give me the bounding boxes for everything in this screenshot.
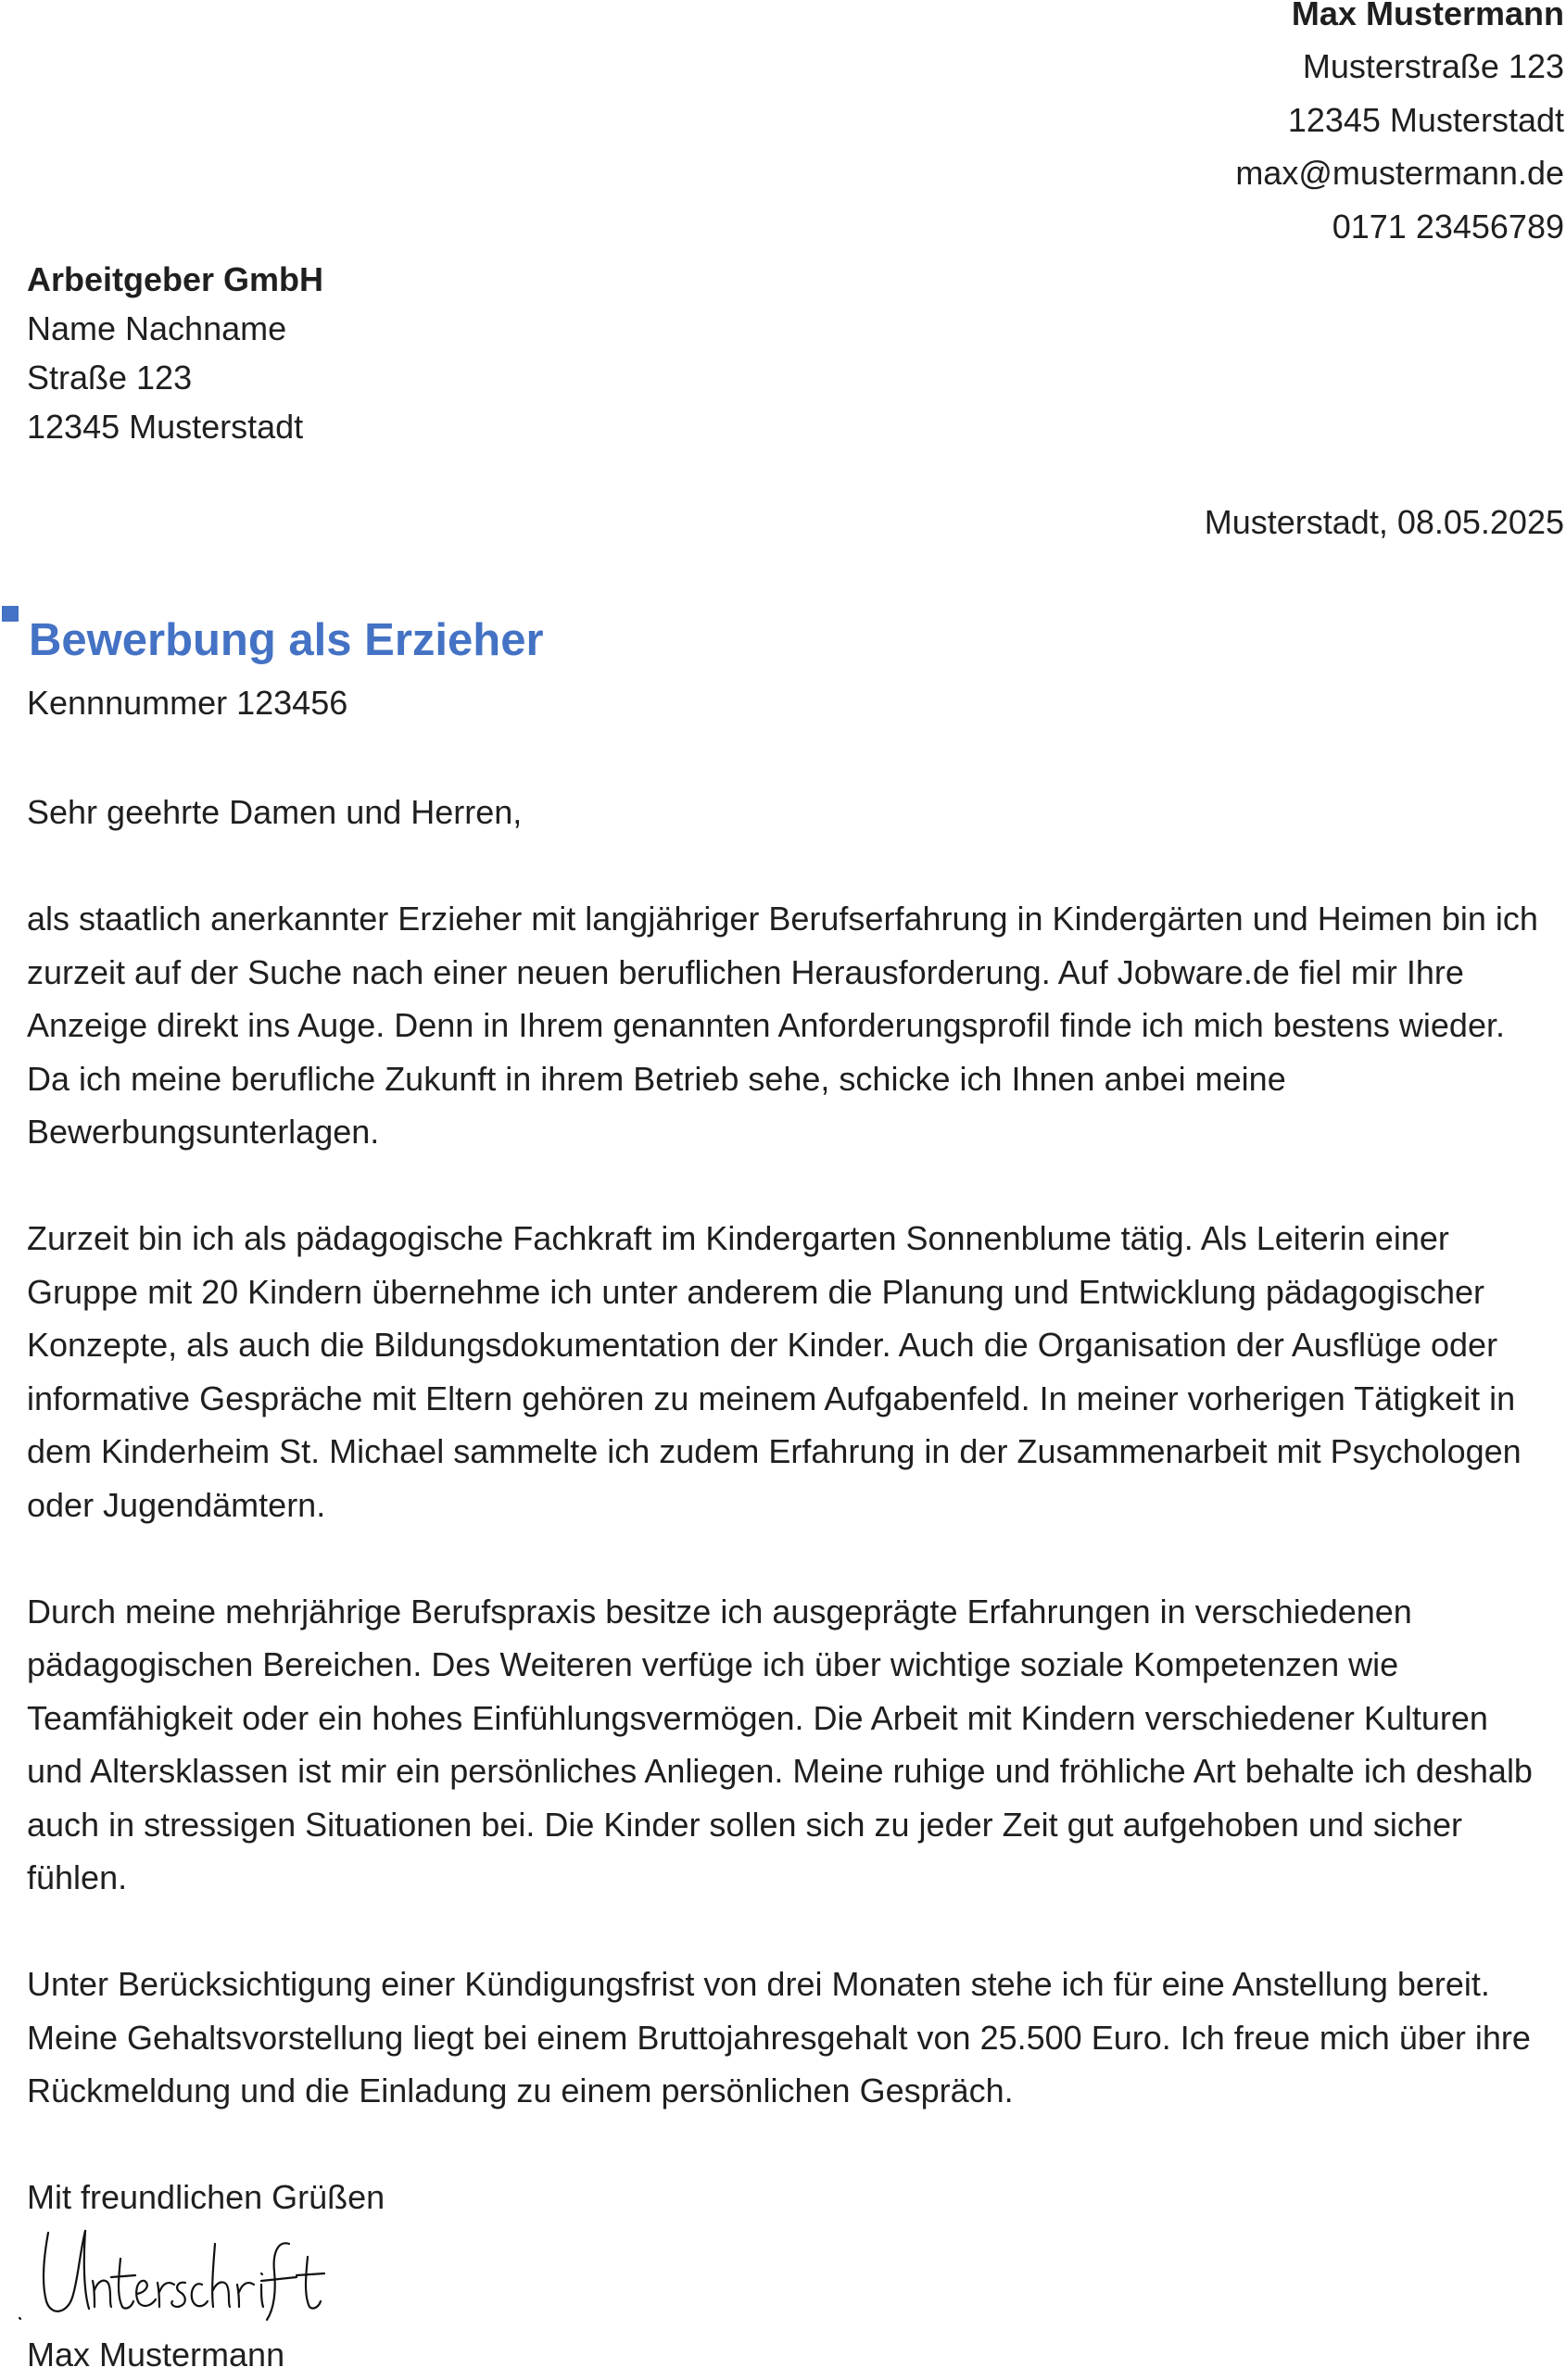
recipient-company: Arbeitgeber GmbH bbox=[27, 260, 324, 298]
sender-email: max@mustermann.de bbox=[1235, 154, 1564, 192]
body-paragraph: Durch meine mehrjährige Berufspraxis besitze ich ausgeprägte Erfahrungen in verschiedenen pädagogischen Bereichen. Des Weiteren verfüge ich über wichtige soziale Kompetenzen wie Teamfähigkeit oder ein hohes Einfühlungsvermögen. Die Arbeit mit Kindern verschiedener Kulturen und Altersklassen ist mir ein persönliches Anliegen. Meine ruhige und fröhliche Art behalte ich deshalb auch in stressigen Situationen bei. Die Kinder sollen sich zu jeder Zeit gut aufgehoben und sicher fühlen. bbox=[27, 1592, 1533, 1896]
letter-body bbox=[27, 786, 1551, 2171]
body-paragraph: als staatlich anerkannter Erzieher mit langjähriger Berufserfahrung in Kindergärten und Heimen bin ich zurzeit auf der Suche nach einer neuen beruflichen Herausforderung. Auf Jobware.de fiel mir Ihre Anzeige direkt ins Auge. Denn in Ihrem genannten Anforderungsprofil finde ich mich bestens wieder. Da ich meine berufliche Zukunft in ihrem Betrieb sehe, schicke ich Ihnen anbei meine Bewerbungsunterlagen. bbox=[27, 900, 1538, 1151]
signed-name: Max Mustermann bbox=[27, 2336, 285, 2374]
recipient-contact: Name Nachname bbox=[27, 309, 287, 347]
reference-number: Kennnummer 123456 bbox=[27, 684, 348, 722]
body-paragraph: Zurzeit bin ich als pädagogische Fachkraft im Kindergarten Sonnenblume tätig. Als Leiterin einer Gruppe mit 20 Kindern übernehme ich unter anderem die Planung und Entwicklung pädagogischer Konzepte, als auch die Bildungsdokumentation der Kinder. Auch die Organisation der Ausflüge oder informative Gespräche mit Eltern gehören zu meinem Aufgabenfeld. In meiner vorherigen Tätigkeit in dem Kinderheim St. Michael sammelte ich zudem Erfahrung in der Zusammenarbeit mit Psychologen oder Jugendämtern. bbox=[27, 1219, 1522, 1524]
recipient-address-block bbox=[27, 255, 323, 451]
handwritten-signature bbox=[19, 2216, 334, 2325]
recipient-city: 12345 Musterstadt bbox=[27, 408, 304, 446]
heading-marker bbox=[2, 606, 19, 622]
letter-subject: Bewerbung als Erzieher bbox=[29, 615, 544, 665]
sender-street: Musterstraße 123 bbox=[1302, 47, 1564, 85]
sender-city: 12345 Musterstadt bbox=[1287, 100, 1564, 139]
closing-phrase: Mit freundlichen Grüßen bbox=[27, 2178, 385, 2216]
sender-name: Max Mustermann bbox=[1291, 0, 1564, 32]
sender-phone: 0171 23456789 bbox=[1332, 207, 1564, 246]
salutation: Sehr geehrte Damen und Herren, bbox=[27, 793, 523, 831]
recipient-street: Straße 123 bbox=[27, 359, 193, 397]
letter-date: Musterstadt, 08.05.2025 bbox=[1204, 503, 1564, 541]
sender-address-block bbox=[1235, 0, 1564, 253]
body-paragraph: Unter Berücksichtigung einer Kündigungsfrist von drei Monaten stehe ich für eine Anstellung bereit. Meine Gehaltsvorstellung liegt bei einem Bruttojahresgehalt von 25.500 Euro. Ich freue mich über ihre Rückmeldung und die Einladung zu einem persönlichen Gespräch. bbox=[27, 1965, 1531, 2109]
